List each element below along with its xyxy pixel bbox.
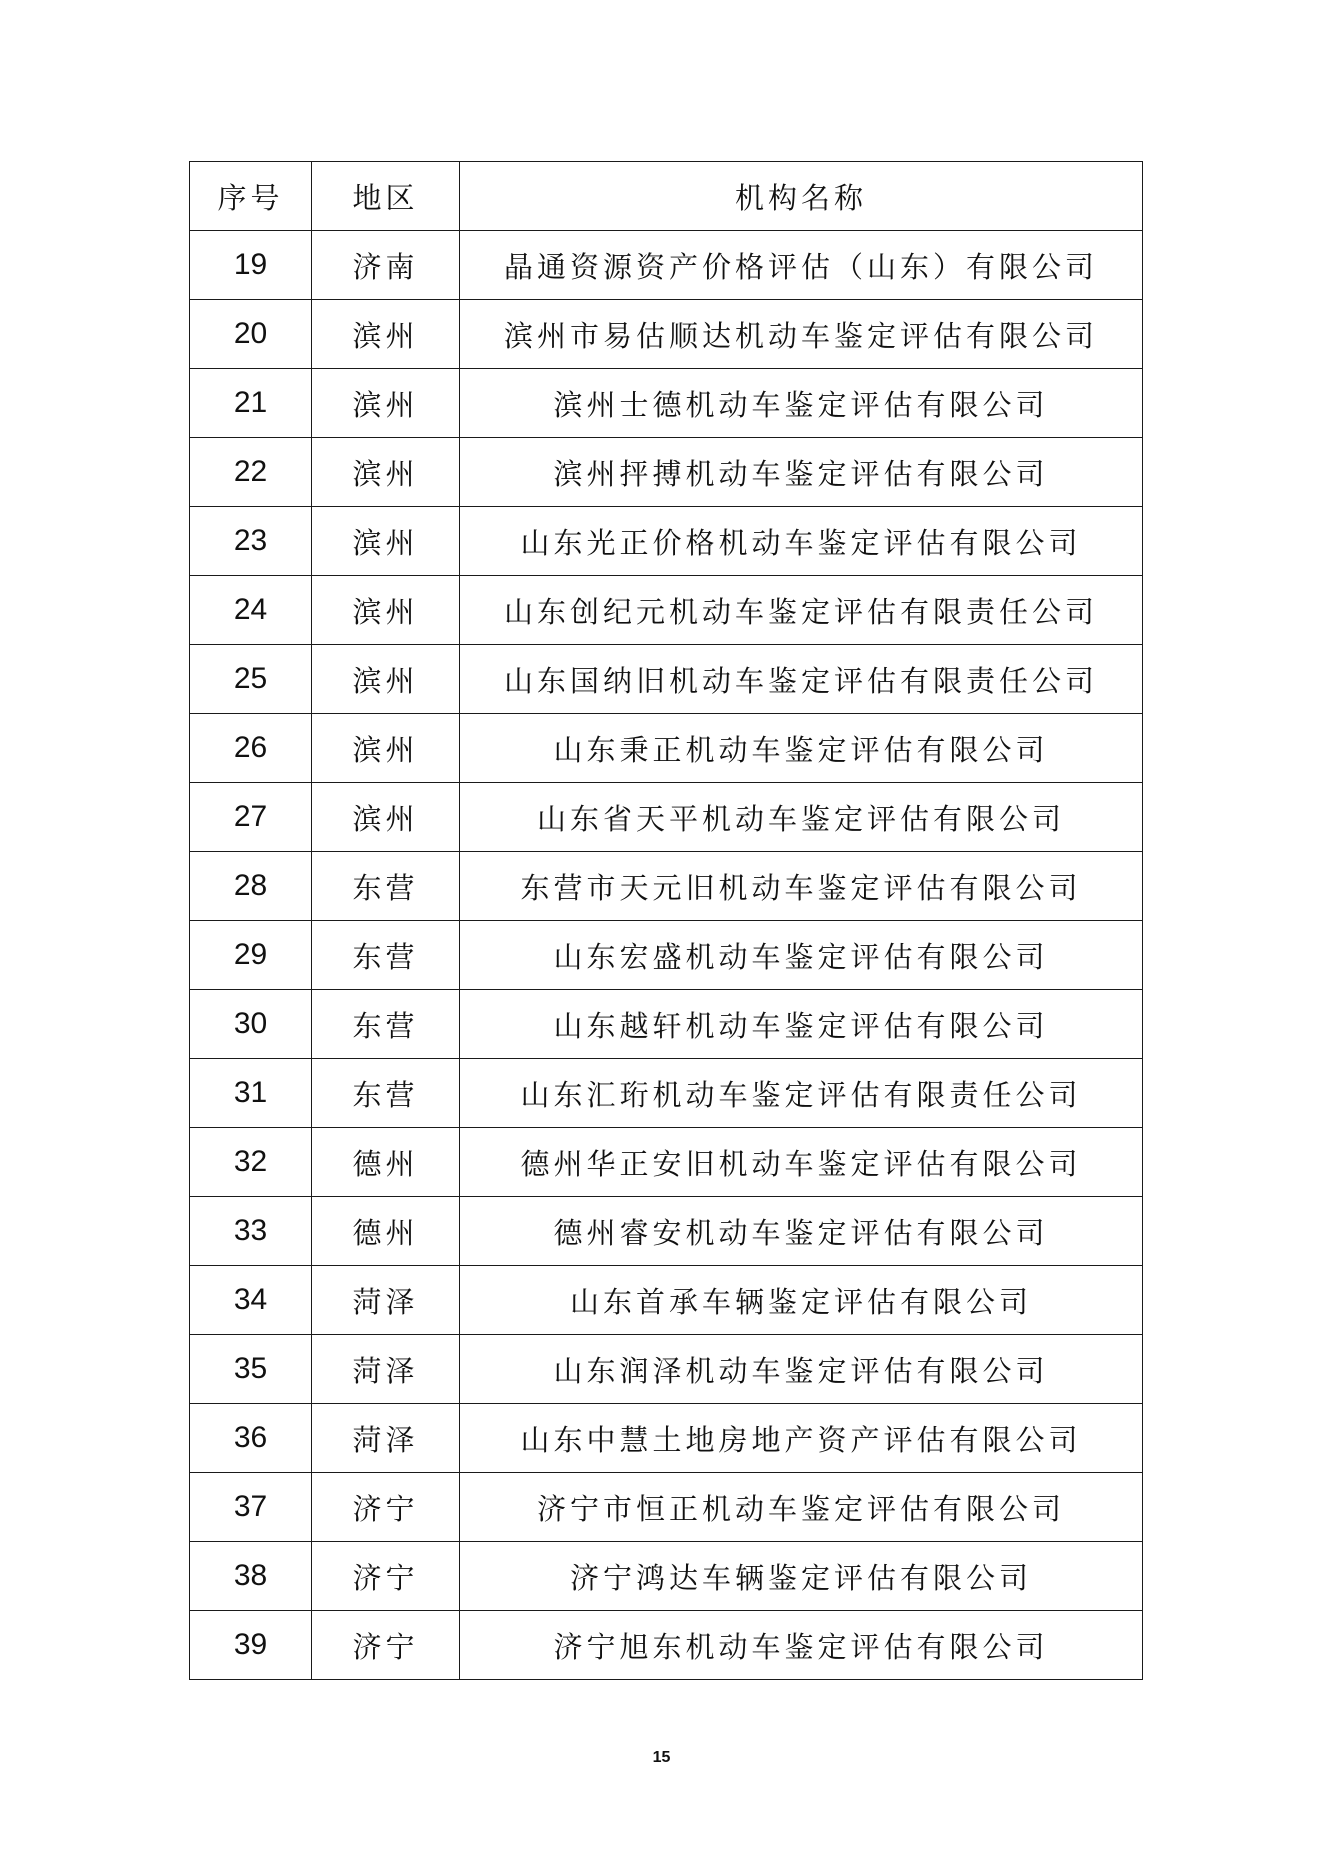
table-row [190, 1473, 1143, 1542]
row-institution-name: 德州睿安机动车鉴定评估有限公司 [460, 1197, 1143, 1266]
row-institution-name: 山东秉正机动车鉴定评估有限公司 [460, 714, 1143, 783]
table-row [190, 576, 1143, 645]
row-institution-name: 山东宏盛机动车鉴定评估有限公司 [460, 921, 1143, 990]
row-index: 29 [190, 921, 312, 990]
row-institution-name: 滨州士德机动车鉴定评估有限公司 [460, 369, 1143, 438]
row-region: 东营 [312, 921, 460, 990]
row-region: 东营 [312, 990, 460, 1059]
row-institution-name: 晶通资源资产价格评估（山东）有限公司 [460, 231, 1143, 300]
row-institution-name: 滨州抨搏机动车鉴定评估有限公司 [460, 438, 1143, 507]
row-institution-name: 山东首承车辆鉴定评估有限公司 [460, 1266, 1143, 1335]
table-row [190, 231, 1143, 300]
row-index: 19 [190, 231, 312, 300]
table-row [190, 507, 1143, 576]
institution-table [189, 161, 1143, 1680]
row-index: 21 [190, 369, 312, 438]
row-institution-name: 山东创纪元机动车鉴定评估有限责任公司 [460, 576, 1143, 645]
row-region: 德州 [312, 1128, 460, 1197]
header-region: 地区 [312, 162, 460, 231]
row-index: 30 [190, 990, 312, 1059]
table-row [190, 1335, 1143, 1404]
table-row [190, 438, 1143, 507]
row-institution-name: 山东润泽机动车鉴定评估有限公司 [460, 1335, 1143, 1404]
table-row [190, 1542, 1143, 1611]
header-index: 序号 [190, 162, 312, 231]
row-institution-name: 德州华正安旧机动车鉴定评估有限公司 [460, 1128, 1143, 1197]
row-index: 24 [190, 576, 312, 645]
table-row [190, 714, 1143, 783]
row-institution-name: 山东国纳旧机动车鉴定评估有限责任公司 [460, 645, 1143, 714]
row-region: 济宁 [312, 1542, 460, 1611]
table-row [190, 921, 1143, 990]
row-region: 德州 [312, 1197, 460, 1266]
table-row [190, 852, 1143, 921]
row-region: 济宁 [312, 1611, 460, 1680]
table-row [190, 1197, 1143, 1266]
table-row [190, 369, 1143, 438]
row-region: 菏泽 [312, 1335, 460, 1404]
row-institution-name: 济宁旭东机动车鉴定评估有限公司 [460, 1611, 1143, 1680]
row-institution-name: 山东中慧土地房地产资产评估有限公司 [460, 1404, 1143, 1473]
row-institution-name: 山东越轩机动车鉴定评估有限公司 [460, 990, 1143, 1059]
table-row [190, 783, 1143, 852]
row-index: 25 [190, 645, 312, 714]
row-institution-name: 东营市天元旧机动车鉴定评估有限公司 [460, 852, 1143, 921]
row-index: 34 [190, 1266, 312, 1335]
table-row [190, 645, 1143, 714]
header-name: 机构名称 [460, 162, 1143, 231]
table-row [190, 300, 1143, 369]
table-row [190, 1404, 1143, 1473]
row-index: 38 [190, 1542, 312, 1611]
row-region: 菏泽 [312, 1266, 460, 1335]
page-number: 15 [652, 1749, 671, 1766]
row-region: 滨州 [312, 438, 460, 507]
row-institution-name: 济宁鸿达车辆鉴定评估有限公司 [460, 1542, 1143, 1611]
row-index: 28 [190, 852, 312, 921]
row-institution-name: 山东光正价格机动车鉴定评估有限公司 [460, 507, 1143, 576]
row-index: 32 [190, 1128, 312, 1197]
row-index: 26 [190, 714, 312, 783]
row-institution-name: 山东省天平机动车鉴定评估有限公司 [460, 783, 1143, 852]
table-row [190, 1266, 1143, 1335]
row-index: 23 [190, 507, 312, 576]
row-region: 滨州 [312, 300, 460, 369]
row-institution-name: 济宁市恒正机动车鉴定评估有限公司 [460, 1473, 1143, 1542]
table-row [190, 990, 1143, 1059]
row-region: 滨州 [312, 369, 460, 438]
row-institution-name: 滨州市易估顺达机动车鉴定评估有限公司 [460, 300, 1143, 369]
row-index: 33 [190, 1197, 312, 1266]
row-index: 37 [190, 1473, 312, 1542]
row-index: 20 [190, 300, 312, 369]
row-region: 滨州 [312, 507, 460, 576]
row-region: 菏泽 [312, 1404, 460, 1473]
row-index: 27 [190, 783, 312, 852]
table-row [190, 1128, 1143, 1197]
table-header-row [190, 162, 1143, 231]
row-region: 东营 [312, 1059, 460, 1128]
row-region: 济宁 [312, 1473, 460, 1542]
row-index: 31 [190, 1059, 312, 1128]
row-index: 36 [190, 1404, 312, 1473]
table-row [190, 1059, 1143, 1128]
row-index: 22 [190, 438, 312, 507]
row-index: 35 [190, 1335, 312, 1404]
row-region: 滨州 [312, 645, 460, 714]
row-region: 东营 [312, 852, 460, 921]
table-row [190, 1611, 1143, 1680]
row-region: 滨州 [312, 714, 460, 783]
table-body [190, 231, 1143, 1680]
row-region: 滨州 [312, 783, 460, 852]
row-region: 济南 [312, 231, 460, 300]
row-region: 滨州 [312, 576, 460, 645]
row-index: 39 [190, 1611, 312, 1680]
row-institution-name: 山东汇珩机动车鉴定评估有限责任公司 [460, 1059, 1143, 1128]
